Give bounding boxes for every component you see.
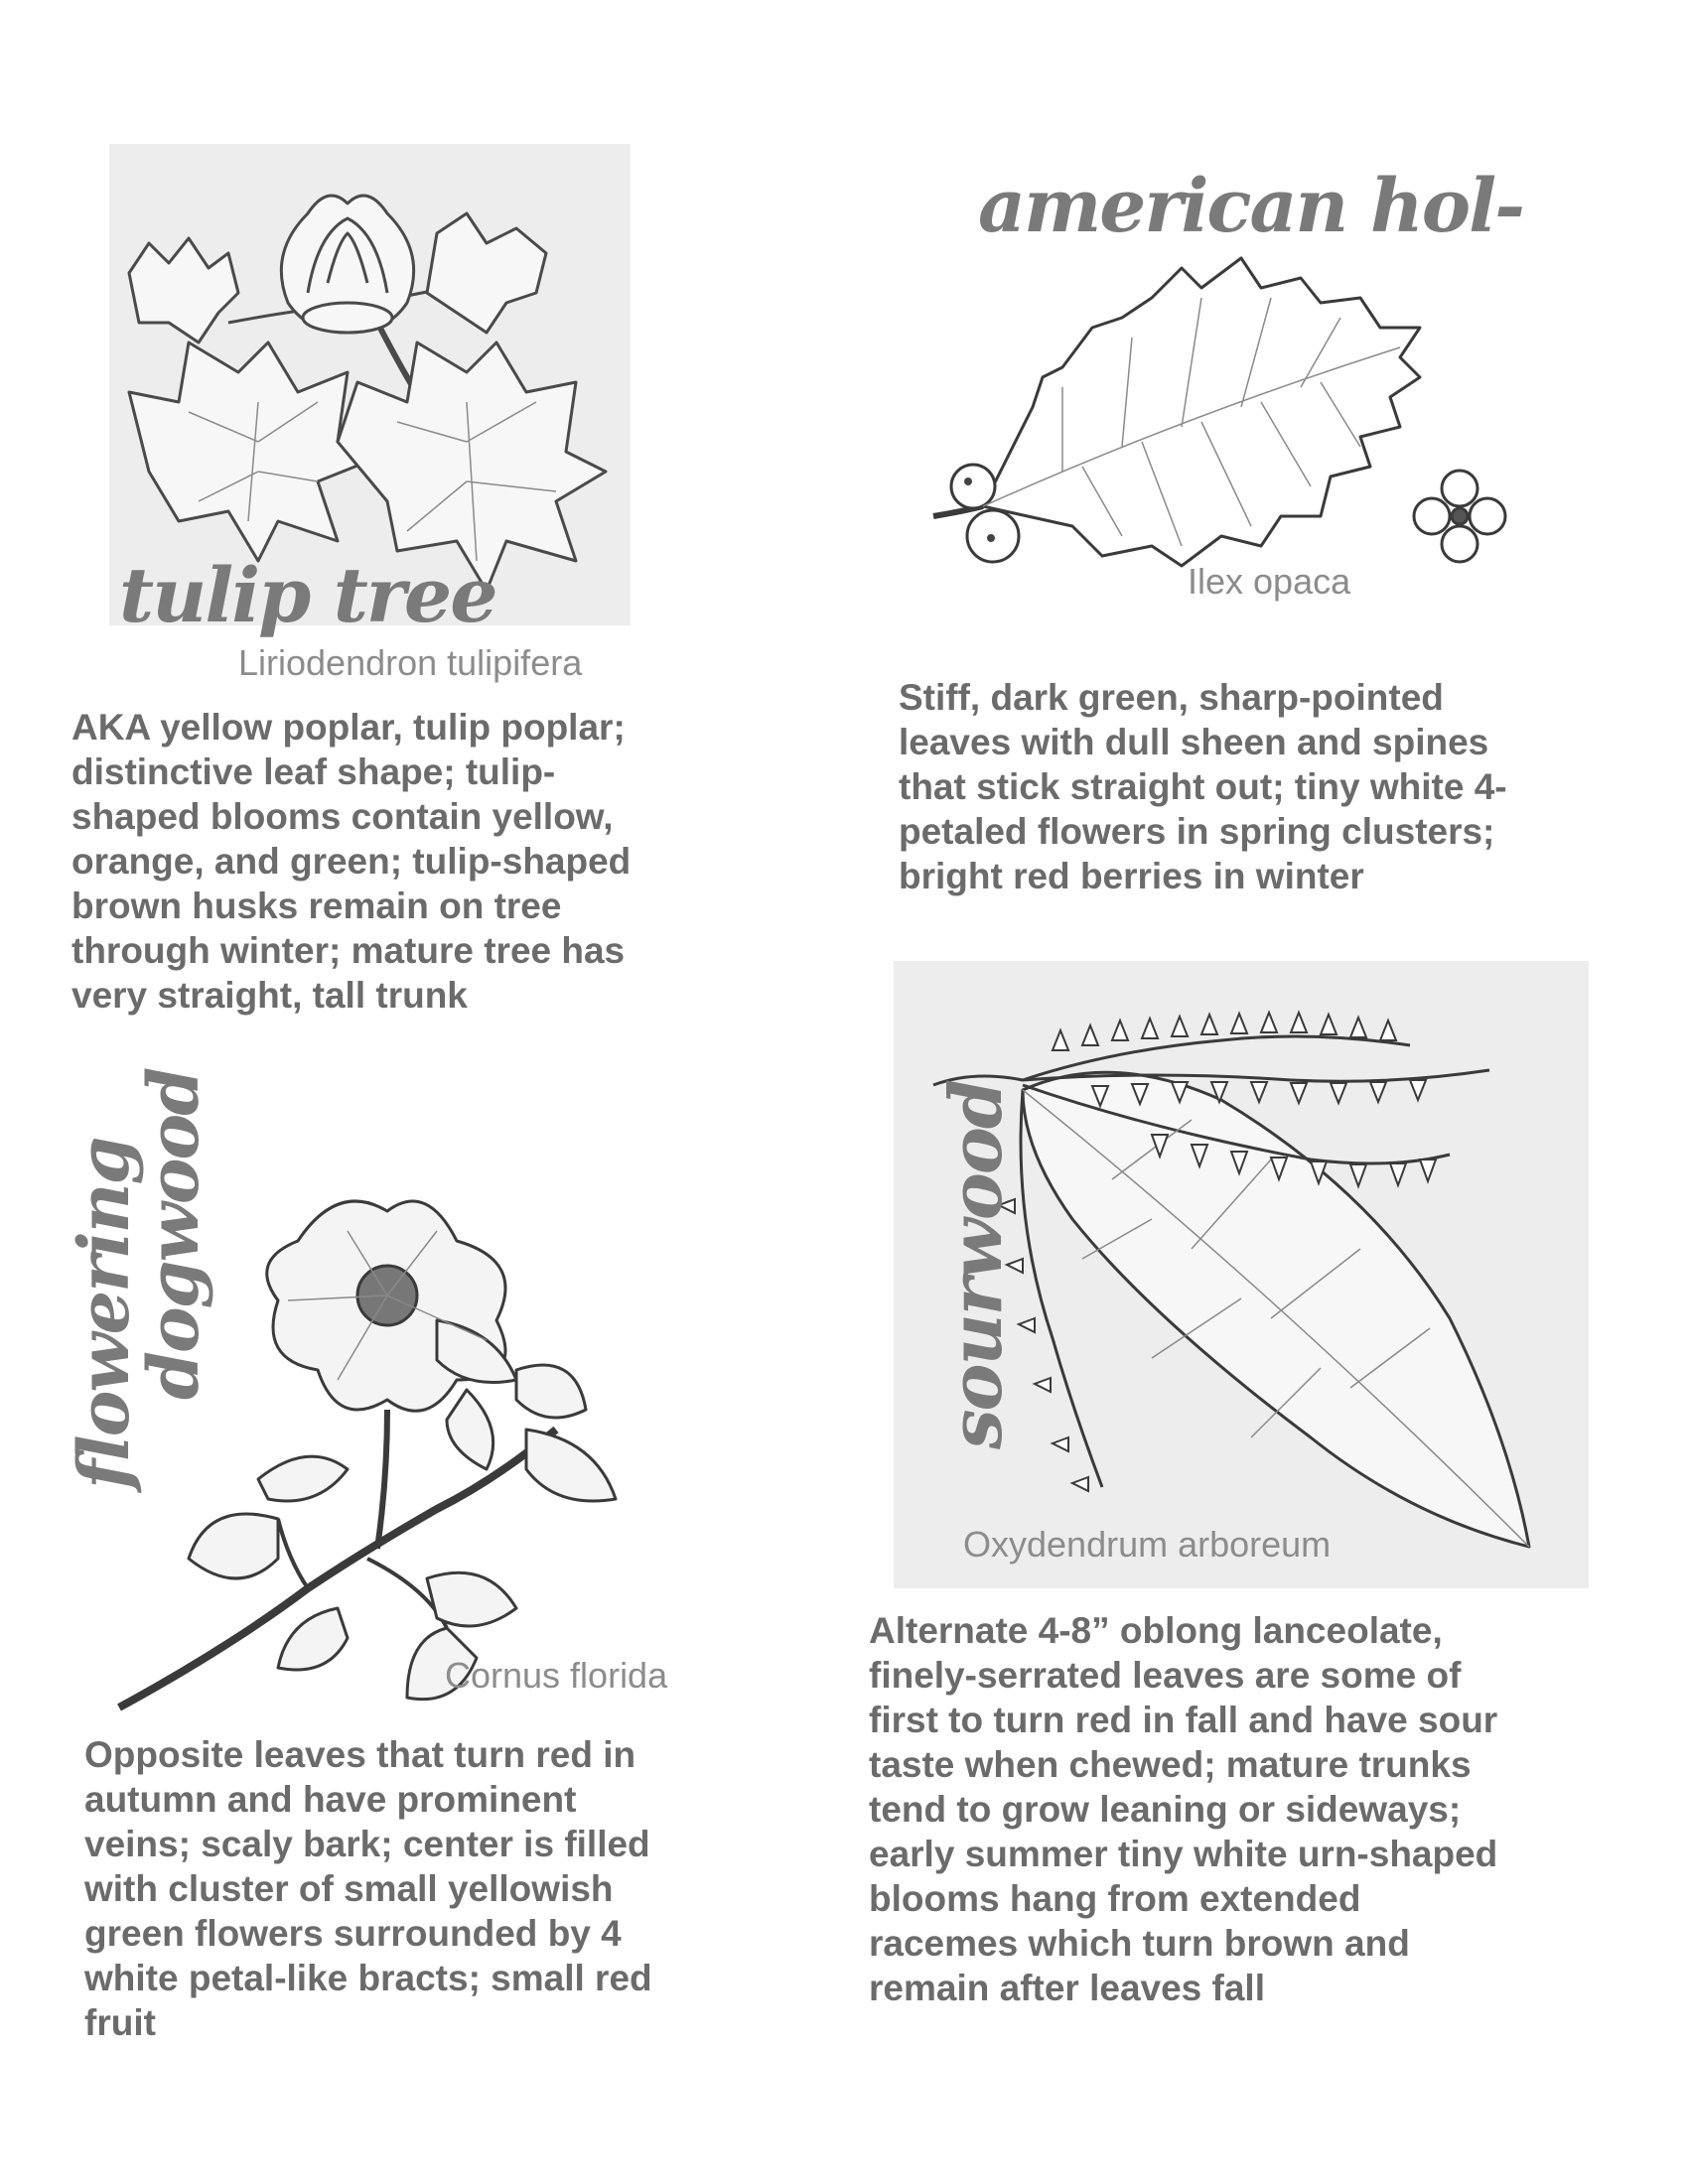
- desc-line: veins; scaly bark; center is filled: [84, 1824, 650, 1864]
- sourwood-scientific-name: Oxydendrum arboreum: [963, 1524, 1332, 1565]
- desc-line: Opposite leaves that turn red in: [84, 1734, 636, 1775]
- desc-line: AKA yellow poplar, tulip poplar;: [71, 707, 626, 748]
- desc-line: finely-serrated leaves are some of: [869, 1655, 1462, 1696]
- desc-line: brown husks remain on tree: [71, 886, 562, 926]
- common-name-line: flowering: [63, 1138, 145, 1489]
- flowering-dogwood-scientific-name: Cornus florida: [445, 1655, 668, 1696]
- desc-line: petaled flowers in spring clusters;: [899, 811, 1495, 852]
- desc-line: fruit: [84, 2002, 156, 2043]
- desc-line: early summer tiny white urn-shaped: [869, 1834, 1498, 1874]
- desc-line: racemes which turn brown and: [869, 1923, 1410, 1964]
- sourwood-common-name: sourwood: [933, 1080, 1018, 1449]
- desc-line: taste when chewed; mature trunks: [869, 1744, 1472, 1785]
- tulip-tree-description: [71, 705, 631, 1018]
- desc-line: very straight, tall trunk: [71, 975, 468, 1016]
- desc-line: tend to grow leaning or sideways;: [869, 1789, 1462, 1830]
- desc-line: Stiff, dark green, sharp-pointed: [899, 677, 1444, 718]
- desc-line: blooms hang from extended: [869, 1878, 1361, 1919]
- desc-line: distinctive leaf shape; tulip-: [71, 751, 556, 792]
- desc-line: that stick straight out; tiny white 4-: [899, 766, 1507, 807]
- desc-line: green flowers surrounded by 4: [84, 1913, 622, 1954]
- american-holly-scientific-name: Ilex opaca: [1188, 561, 1351, 602]
- american-holly-description: [899, 675, 1507, 898]
- desc-line: Alternate 4-8” oblong lanceolate,: [869, 1610, 1443, 1651]
- desc-line: white petal-like bracts; small red: [84, 1958, 652, 1998]
- desc-line: orange, and green; tulip-shaped: [71, 841, 632, 882]
- common-name-line: dogwood: [132, 1068, 214, 1400]
- tulip-tree-common-name: tulip tree: [119, 551, 496, 639]
- desc-line: shaped blooms contain yellow,: [71, 796, 614, 837]
- flowering-dogwood-illustration: [109, 1068, 668, 1737]
- desc-line: through winter; mature tree has: [71, 930, 626, 971]
- desc-line: autumn and have prominent: [84, 1779, 577, 1820]
- desc-line: leaves with dull sheen and spines: [899, 722, 1489, 762]
- sourwood-description: [869, 1608, 1497, 2010]
- desc-line: bright red berries in winter: [899, 856, 1364, 896]
- desc-line: with cluster of small yellowish: [84, 1868, 614, 1909]
- desc-line: remain after leaves fall: [869, 1968, 1265, 2008]
- american-holly-illustration: [923, 228, 1519, 586]
- desc-line: first to turn red in fall and have sour: [869, 1700, 1498, 1740]
- american-holly-common-name: american hol-: [978, 164, 1523, 249]
- flowering-dogwood-description: [84, 1732, 652, 2045]
- tulip-tree-scientific-name: Liriodendron tulipifera: [238, 642, 583, 683]
